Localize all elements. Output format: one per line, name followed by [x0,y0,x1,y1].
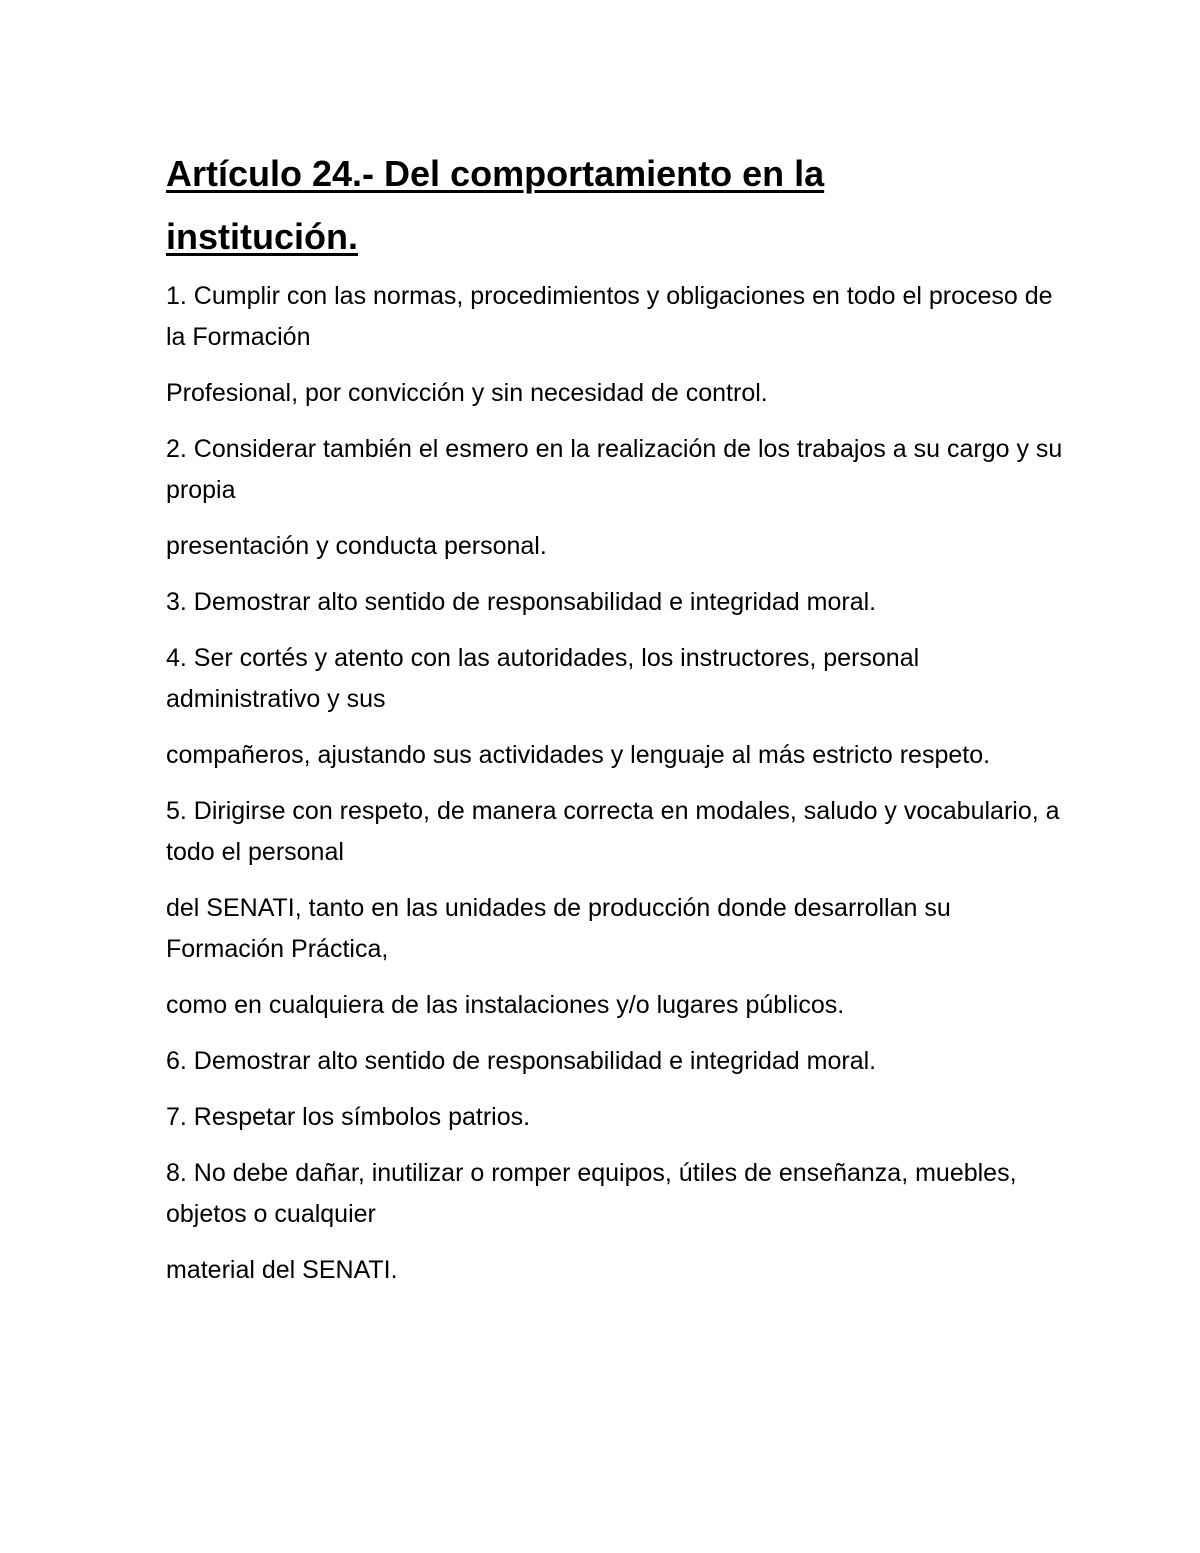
article-heading-line-2: institución. [166,216,358,257]
paragraph-9: del SENATI, tanto en las unidades de producción donde desarrollan su Formación Práctica, [166,894,951,963]
document-page [166,142,1066,1306]
paragraph-7: compañeros, ajustando sus actividades y lenguaje al más estricto respeto. [166,741,991,769]
paragraph-10: como en cualquiera de las instalaciones y/o lugares públicos. [166,991,845,1019]
paragraph-12: 7. Respetar los símbolos patrios. [166,1103,531,1131]
paragraph-8: 5. Dirigirse con respeto, de manera correcta en modales, saludo y vocabulario, a todo el personal [166,797,1060,866]
paragraph-1: 1. Cumplir con las normas, procedimientos y obligaciones en todo el proceso de la Formación [166,282,1053,351]
paragraph-14: material del SENATI. [166,1256,398,1284]
paragraph-11: 6. Demostrar alto sentido de responsabilidad e integridad moral. [166,1047,877,1075]
paragraph-2: Profesional, por convicción y sin necesidad de control. [166,379,768,407]
paragraph-6: 4. Ser cortés y atento con las autoridades, los instructores, personal administrativo y sus [166,644,920,713]
paragraph-3: 2. Considerar también el esmero en la realización de los trabajos a su cargo y su propia [166,435,1063,504]
article-heading [166,142,1066,268]
article-heading-line-1: Artículo 24.- Del comportamiento en la [166,153,825,194]
paragraph-13: 8. No debe dañar, inutilizar o romper equipos, útiles de enseñanza, muebles, objetos o cualquier [166,1159,1017,1228]
paragraph-5: 3. Demostrar alto sentido de responsabilidad e integridad moral. [166,588,877,616]
paragraph-4: presentación y conducta personal. [166,532,547,560]
